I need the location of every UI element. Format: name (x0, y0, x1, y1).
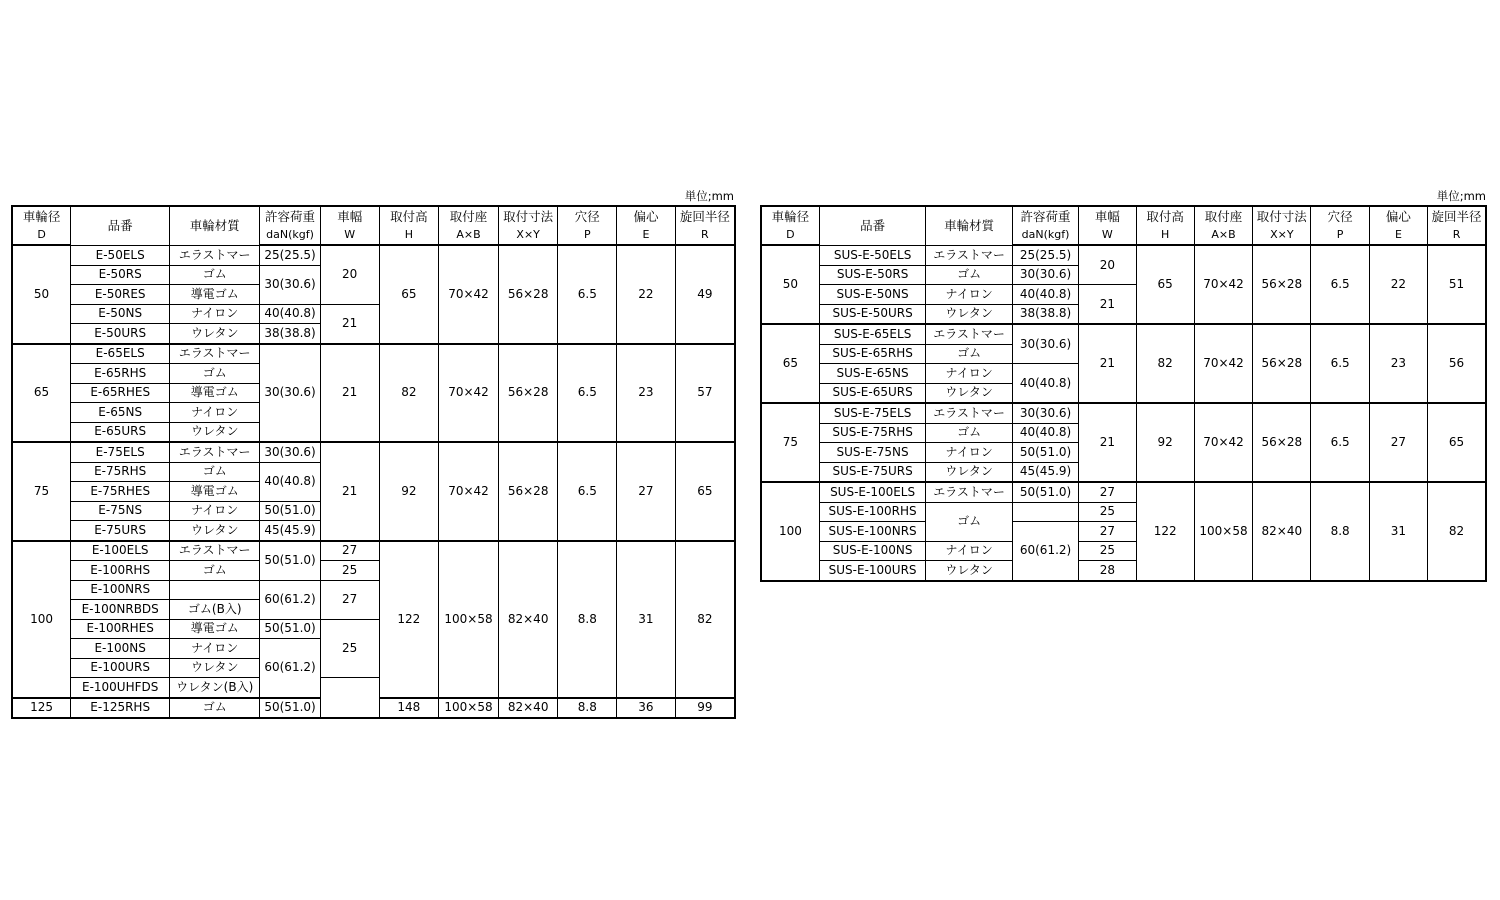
wheel-diameter-cell: 50 (761, 245, 819, 324)
part-number-cell: E-100ELS (71, 541, 170, 561)
header-load-capacity-symbol: daN(kgf) (1012, 226, 1078, 246)
part-number-cell: SUS-E-75NS (819, 443, 926, 463)
mounting-height-cell: 82 (1136, 324, 1194, 403)
load-capacity-cell: 38(38.8) (260, 324, 321, 344)
mounting-height-cell: 92 (1136, 403, 1194, 482)
part-number-cell: E-75RHS (71, 462, 170, 482)
wheel-material-cell: エラストマー (170, 541, 260, 561)
wheel-material-cell: ナイロン (170, 639, 260, 659)
mounting-height-cell: 65 (1136, 245, 1194, 324)
load-capacity-cell: 50(51.0) (260, 541, 321, 581)
mounting-plate-cell: 70×42 (1194, 324, 1252, 403)
part-number-cell: E-65RHES (71, 383, 170, 403)
wheel-material-cell: ナイロン (926, 364, 1012, 384)
wheel-material-cell: ウレタン (170, 324, 260, 344)
header-load-capacity: 許容荷重 (1012, 206, 1078, 226)
part-number-cell: SUS-E-65URS (819, 383, 926, 403)
load-capacity-cell: 40(40.8) (260, 462, 321, 501)
header-mounting-plate: 取付座 (1194, 206, 1252, 226)
part-number-cell: E-100URS (71, 658, 170, 678)
load-capacity-cell: 50(51.0) (1012, 443, 1078, 463)
part-number-cell: E-50NS (71, 304, 170, 324)
part-number-cell: E-100NS (71, 639, 170, 659)
part-number-cell: SUS-E-100ELS (819, 482, 926, 502)
header-swivel-offset: 偏心 (617, 206, 676, 226)
wheel-material-cell: ナイロン (926, 541, 1012, 561)
load-capacity-cell: 40(40.8) (1012, 285, 1078, 305)
part-number-cell: E-65NS (71, 403, 170, 423)
wheel-width-cell: 21 (1079, 285, 1136, 325)
wheel-material-cell: ウレタン (926, 462, 1012, 482)
wheel-width-cell: 25 (1079, 541, 1136, 561)
wheel-material-cell: エラストマー (926, 324, 1012, 344)
wheel-material-cell: 導電ゴム (170, 383, 260, 403)
load-capacity-cell: 25(25.5) (260, 245, 321, 265)
header-wheel-diameter-symbol: D (12, 226, 71, 246)
load-capacity-cell: 30(30.6) (1012, 265, 1078, 285)
swivel-offset-cell: 23 (617, 344, 676, 443)
part-number-cell: SUS-E-75ELS (819, 403, 926, 423)
load-capacity-cell: 50(51.0) (1012, 482, 1078, 502)
bolt-spacing-cell: 56×28 (1253, 245, 1311, 324)
wheel-material-cell: ウレタン (170, 521, 260, 541)
part-number-cell: E-65URS (71, 422, 170, 442)
wheel-width-cell: 20 (1079, 245, 1136, 285)
unit-label-left: 単位;mm (684, 189, 734, 203)
wheel-width-cell: 20 (320, 245, 379, 304)
header-bolt-hole-symbol: P (1311, 226, 1369, 246)
wheel-material-cell: ゴム (170, 698, 260, 719)
load-capacity-cell: 50(51.0) (260, 698, 321, 719)
part-number-cell: SUS-E-50RS (819, 265, 926, 285)
part-number-cell: SUS-E-100URS (819, 561, 926, 581)
wheel-material-cell: ウレタン (170, 422, 260, 442)
mounting-height-cell: 122 (1136, 482, 1194, 581)
swivel-radius-cell: 65 (675, 442, 735, 541)
wheel-width-cell: 21 (320, 442, 379, 541)
wheel-material-cell: ナイロン (170, 304, 260, 324)
header-swivel-radius-symbol: R (1428, 226, 1486, 246)
header-bolt-hole-symbol: P (558, 226, 617, 246)
caster-spec-table-standard (11, 205, 736, 719)
swivel-offset-cell: 31 (1369, 482, 1427, 581)
load-capacity-cell: 45(45.9) (1012, 462, 1078, 482)
bolt-spacing-cell: 56×28 (498, 442, 558, 541)
wheel-diameter-cell: 65 (12, 344, 71, 443)
wheel-diameter-cell: 50 (12, 245, 71, 344)
header-mounting-height: 取付高 (379, 206, 439, 226)
load-capacity-cell: 30(30.6) (260, 344, 321, 443)
bolt-spacing-cell: 56×28 (498, 245, 558, 344)
wheel-material-cell: エラストマー (926, 482, 1012, 502)
swivel-radius-cell: 65 (1428, 403, 1486, 482)
wheel-material-cell: ゴム (170, 364, 260, 384)
part-number-cell: SUS-E-50NS (819, 285, 926, 305)
part-number-cell: SUS-E-100NS (819, 541, 926, 561)
bolt-spacing-cell: 56×28 (1253, 324, 1311, 403)
wheel-material-cell: ゴム (926, 265, 1012, 285)
wheel-material-cell: 導電ゴム (170, 285, 260, 305)
header-wheel-diameter: 車輪径 (12, 206, 71, 226)
header-swivel-offset-symbol: E (1369, 226, 1427, 246)
header-bolt-hole: 穴径 (558, 206, 617, 226)
bolt-spacing-cell: 82×40 (498, 541, 558, 698)
part-number-cell: SUS-E-100NRS (819, 522, 926, 542)
header-swivel-offset: 偏心 (1369, 206, 1427, 226)
part-number-cell: E-50RES (71, 285, 170, 305)
load-capacity-cell: 38(38.8) (1012, 304, 1078, 324)
bolt-spacing-cell: 56×28 (1253, 403, 1311, 482)
load-capacity-cell: 60(61.2) (260, 580, 321, 619)
swivel-offset-cell: 27 (1369, 403, 1427, 482)
wheel-width-cell: 21 (1079, 324, 1136, 403)
bolt-hole-cell: 8.8 (558, 698, 617, 719)
part-number-cell: SUS-E-75RHS (819, 423, 926, 443)
wheel-material-cell: ゴム (926, 423, 1012, 443)
wheel-material-cell: ナイロン (170, 403, 260, 423)
wheel-material-cell: ウレタン (926, 561, 1012, 581)
header-bolt-spacing: 取付寸法 (1253, 206, 1311, 226)
load-capacity-cell: 60(61.2) (260, 639, 321, 698)
table-row (761, 482, 1486, 502)
bolt-hole-cell: 8.8 (1311, 482, 1369, 581)
part-number-cell: E-100NRBDS (71, 600, 170, 620)
table-row (761, 245, 1486, 265)
wheel-material-cell: 導電ゴム (170, 482, 260, 502)
part-number-cell: SUS-E-65ELS (819, 324, 926, 344)
wheel-width-cell: 27 (320, 580, 379, 619)
swivel-radius-cell: 99 (675, 698, 735, 719)
part-number-cell: SUS-E-65RHS (819, 344, 926, 364)
wheel-material-cell: ゴム (170, 561, 260, 581)
load-capacity-cell: 60(61.2) (1012, 522, 1078, 581)
header-wheel-width-symbol: W (320, 226, 379, 246)
wheel-material-cell: ゴム (926, 502, 1012, 541)
part-number-cell: E-75NS (71, 501, 170, 521)
table-row (761, 403, 1486, 423)
wheel-diameter-cell: 75 (761, 403, 819, 482)
swivel-offset-cell: 22 (1369, 245, 1427, 324)
header-bolt-spacing-symbol: X×Y (1253, 226, 1311, 246)
header-wheel-width: 車幅 (320, 206, 379, 226)
load-capacity-cell: 30(30.6) (1012, 403, 1078, 423)
mounting-plate-cell: 70×42 (1194, 245, 1252, 324)
swivel-radius-cell: 57 (675, 344, 735, 443)
part-number-cell: SUS-E-50URS (819, 304, 926, 324)
wheel-material-cell: エラストマー (170, 245, 260, 265)
load-capacity-cell: 30(30.6) (260, 442, 321, 462)
bolt-hole-cell: 6.5 (558, 344, 617, 443)
header-wheel-width-symbol: W (1079, 226, 1136, 246)
wheel-material-cell: エラストマー (170, 442, 260, 462)
header-mounting-height-symbol: H (1136, 226, 1194, 246)
wheel-width-cell: 21 (320, 344, 379, 443)
load-capacity-cell: 50(51.0) (260, 619, 321, 639)
load-capacity-cell: 40(40.8) (260, 304, 321, 324)
bolt-spacing-cell: 82×40 (1253, 482, 1311, 581)
mounting-height-cell: 92 (379, 442, 439, 541)
header-wheel-diameter: 車輪径 (761, 206, 819, 226)
caster-spec-table-stainless (760, 205, 1487, 582)
part-number-cell: SUS-E-50ELS (819, 245, 926, 265)
part-number-cell: SUS-E-100RHS (819, 502, 926, 522)
header-row (761, 206, 1486, 226)
header-row (12, 206, 735, 226)
wheel-width-cell: 25 (320, 619, 379, 678)
mounting-height-cell: 148 (379, 698, 439, 719)
load-capacity-cell: 40(40.8) (1012, 364, 1078, 404)
header-part-number: 品番 (819, 206, 926, 245)
wheel-width-cell: 21 (1079, 403, 1136, 482)
wheel-material-cell (170, 580, 260, 600)
part-number-cell: E-100UHFDS (71, 678, 170, 698)
mounting-plate-cell: 100×58 (439, 541, 499, 698)
wheel-diameter-cell: 100 (12, 541, 71, 698)
load-capacity-cell (1012, 502, 1078, 522)
wheel-width-cell: 27 (320, 541, 379, 561)
load-capacity-cell: 50(51.0) (260, 501, 321, 521)
part-number-cell: E-65RHS (71, 364, 170, 384)
header-mounting-height-symbol: H (379, 226, 439, 246)
header-wheel-width: 車幅 (1079, 206, 1136, 226)
header-wheel-material: 車輪材質 (926, 206, 1012, 245)
mounting-plate-cell: 70×42 (439, 442, 499, 541)
wheel-width-cell: 27 (1079, 522, 1136, 542)
wheel-material-cell: ウレタン(B入) (170, 678, 260, 698)
part-number-cell: E-125RHS (71, 698, 170, 719)
wheel-material-cell: ゴム (926, 344, 1012, 364)
mounting-height-cell: 82 (379, 344, 439, 443)
header-swivel-radius-symbol: R (675, 226, 735, 246)
header-bolt-hole: 穴径 (1311, 206, 1369, 226)
mounting-height-cell: 65 (379, 245, 439, 344)
part-number-cell: E-75ELS (71, 442, 170, 462)
wheel-material-cell: ゴム(B入) (170, 600, 260, 620)
bolt-hole-cell: 8.8 (558, 541, 617, 698)
part-number-cell: E-65ELS (71, 344, 170, 364)
table-row (12, 245, 735, 265)
header-mounting-plate-symbol: A×B (1194, 226, 1252, 246)
mounting-plate-cell: 70×42 (1194, 403, 1252, 482)
header-mounting-plate: 取付座 (439, 206, 499, 226)
header-part-number: 品番 (71, 206, 170, 245)
table-row (761, 324, 1486, 344)
wheel-material-cell: 導電ゴム (170, 619, 260, 639)
load-capacity-cell: 25(25.5) (1012, 245, 1078, 265)
wheel-material-cell: ウレタン (926, 304, 1012, 324)
swivel-radius-cell: 56 (1428, 324, 1486, 403)
wheel-material-cell: ゴム (170, 462, 260, 482)
load-capacity-cell: 45(45.9) (260, 521, 321, 541)
wheel-material-cell: ウレタン (170, 658, 260, 678)
wheel-diameter-cell: 75 (12, 442, 71, 541)
part-number-cell: E-50ELS (71, 245, 170, 265)
wheel-width-cell: 27 (1079, 482, 1136, 502)
wheel-material-cell: ウレタン (926, 383, 1012, 403)
header-swivel-offset-symbol: E (617, 226, 676, 246)
swivel-offset-cell: 22 (617, 245, 676, 344)
bolt-hole-cell: 6.5 (1311, 245, 1369, 324)
header-swivel-radius: 旋回半径 (675, 206, 735, 226)
part-number-cell: E-75URS (71, 521, 170, 541)
swivel-radius-cell: 82 (675, 541, 735, 698)
bolt-hole-cell: 6.5 (1311, 403, 1369, 482)
header-bolt-spacing: 取付寸法 (498, 206, 558, 226)
bolt-hole-cell: 6.5 (1311, 324, 1369, 403)
part-number-cell: E-100RHES (71, 619, 170, 639)
load-capacity-cell: 40(40.8) (1012, 423, 1078, 443)
swivel-offset-cell: 27 (617, 442, 676, 541)
table-row (12, 344, 735, 364)
wheel-width-cell (320, 678, 379, 719)
header-mounting-height: 取付高 (1136, 206, 1194, 226)
header-wheel-diameter-symbol: D (761, 226, 819, 246)
table-row (12, 442, 735, 462)
swivel-offset-cell: 23 (1369, 324, 1427, 403)
swivel-offset-cell: 31 (617, 541, 676, 698)
wheel-width-cell: 28 (1079, 561, 1136, 581)
part-number-cell: SUS-E-65NS (819, 364, 926, 384)
header-load-capacity: 許容荷重 (260, 206, 321, 226)
part-number-cell: SUS-E-75URS (819, 462, 926, 482)
load-capacity-cell: 30(30.6) (260, 265, 321, 304)
swivel-radius-cell: 51 (1428, 245, 1486, 324)
swivel-offset-cell: 36 (617, 698, 676, 719)
wheel-material-cell: ゴム (170, 265, 260, 285)
wheel-width-cell: 21 (320, 304, 379, 344)
part-number-cell: E-100RHS (71, 561, 170, 581)
bolt-hole-cell: 6.5 (558, 442, 617, 541)
part-number-cell: E-50RS (71, 265, 170, 285)
part-number-cell: E-75RHES (71, 482, 170, 502)
swivel-radius-cell: 49 (675, 245, 735, 344)
mounting-height-cell: 122 (379, 541, 439, 698)
part-number-cell: E-50URS (71, 324, 170, 344)
mounting-plate-cell: 100×58 (1194, 482, 1252, 581)
wheel-diameter-cell: 65 (761, 324, 819, 403)
wheel-material-cell: エラストマー (926, 403, 1012, 423)
swivel-radius-cell: 82 (1428, 482, 1486, 581)
header-mounting-plate-symbol: A×B (439, 226, 499, 246)
wheel-diameter-cell: 125 (12, 698, 71, 719)
wheel-width-cell: 25 (320, 561, 379, 581)
unit-label-right: 単位;mm (1436, 189, 1486, 203)
wheel-diameter-cell: 100 (761, 482, 819, 581)
wheel-width-cell: 25 (1079, 502, 1136, 522)
part-number-cell: E-100NRS (71, 580, 170, 600)
wheel-material-cell: エラストマー (170, 344, 260, 364)
bolt-spacing-cell: 56×28 (498, 344, 558, 443)
mounting-plate-cell: 70×42 (439, 344, 499, 443)
wheel-material-cell: ナイロン (926, 443, 1012, 463)
bolt-spacing-cell: 82×40 (498, 698, 558, 719)
load-capacity-cell: 30(30.6) (1012, 324, 1078, 364)
mounting-plate-cell: 70×42 (439, 245, 499, 344)
header-bolt-spacing-symbol: X×Y (498, 226, 558, 246)
table-row (12, 541, 735, 561)
wheel-material-cell: ナイロン (170, 501, 260, 521)
header-wheel-material: 車輪材質 (170, 206, 260, 245)
wheel-material-cell: エラストマー (926, 245, 1012, 265)
bolt-hole-cell: 6.5 (558, 245, 617, 344)
wheel-material-cell: ナイロン (926, 285, 1012, 305)
header-swivel-radius: 旋回半径 (1428, 206, 1486, 226)
header-load-capacity-symbol: daN(kgf) (260, 226, 321, 246)
mounting-plate-cell: 100×58 (439, 698, 499, 719)
